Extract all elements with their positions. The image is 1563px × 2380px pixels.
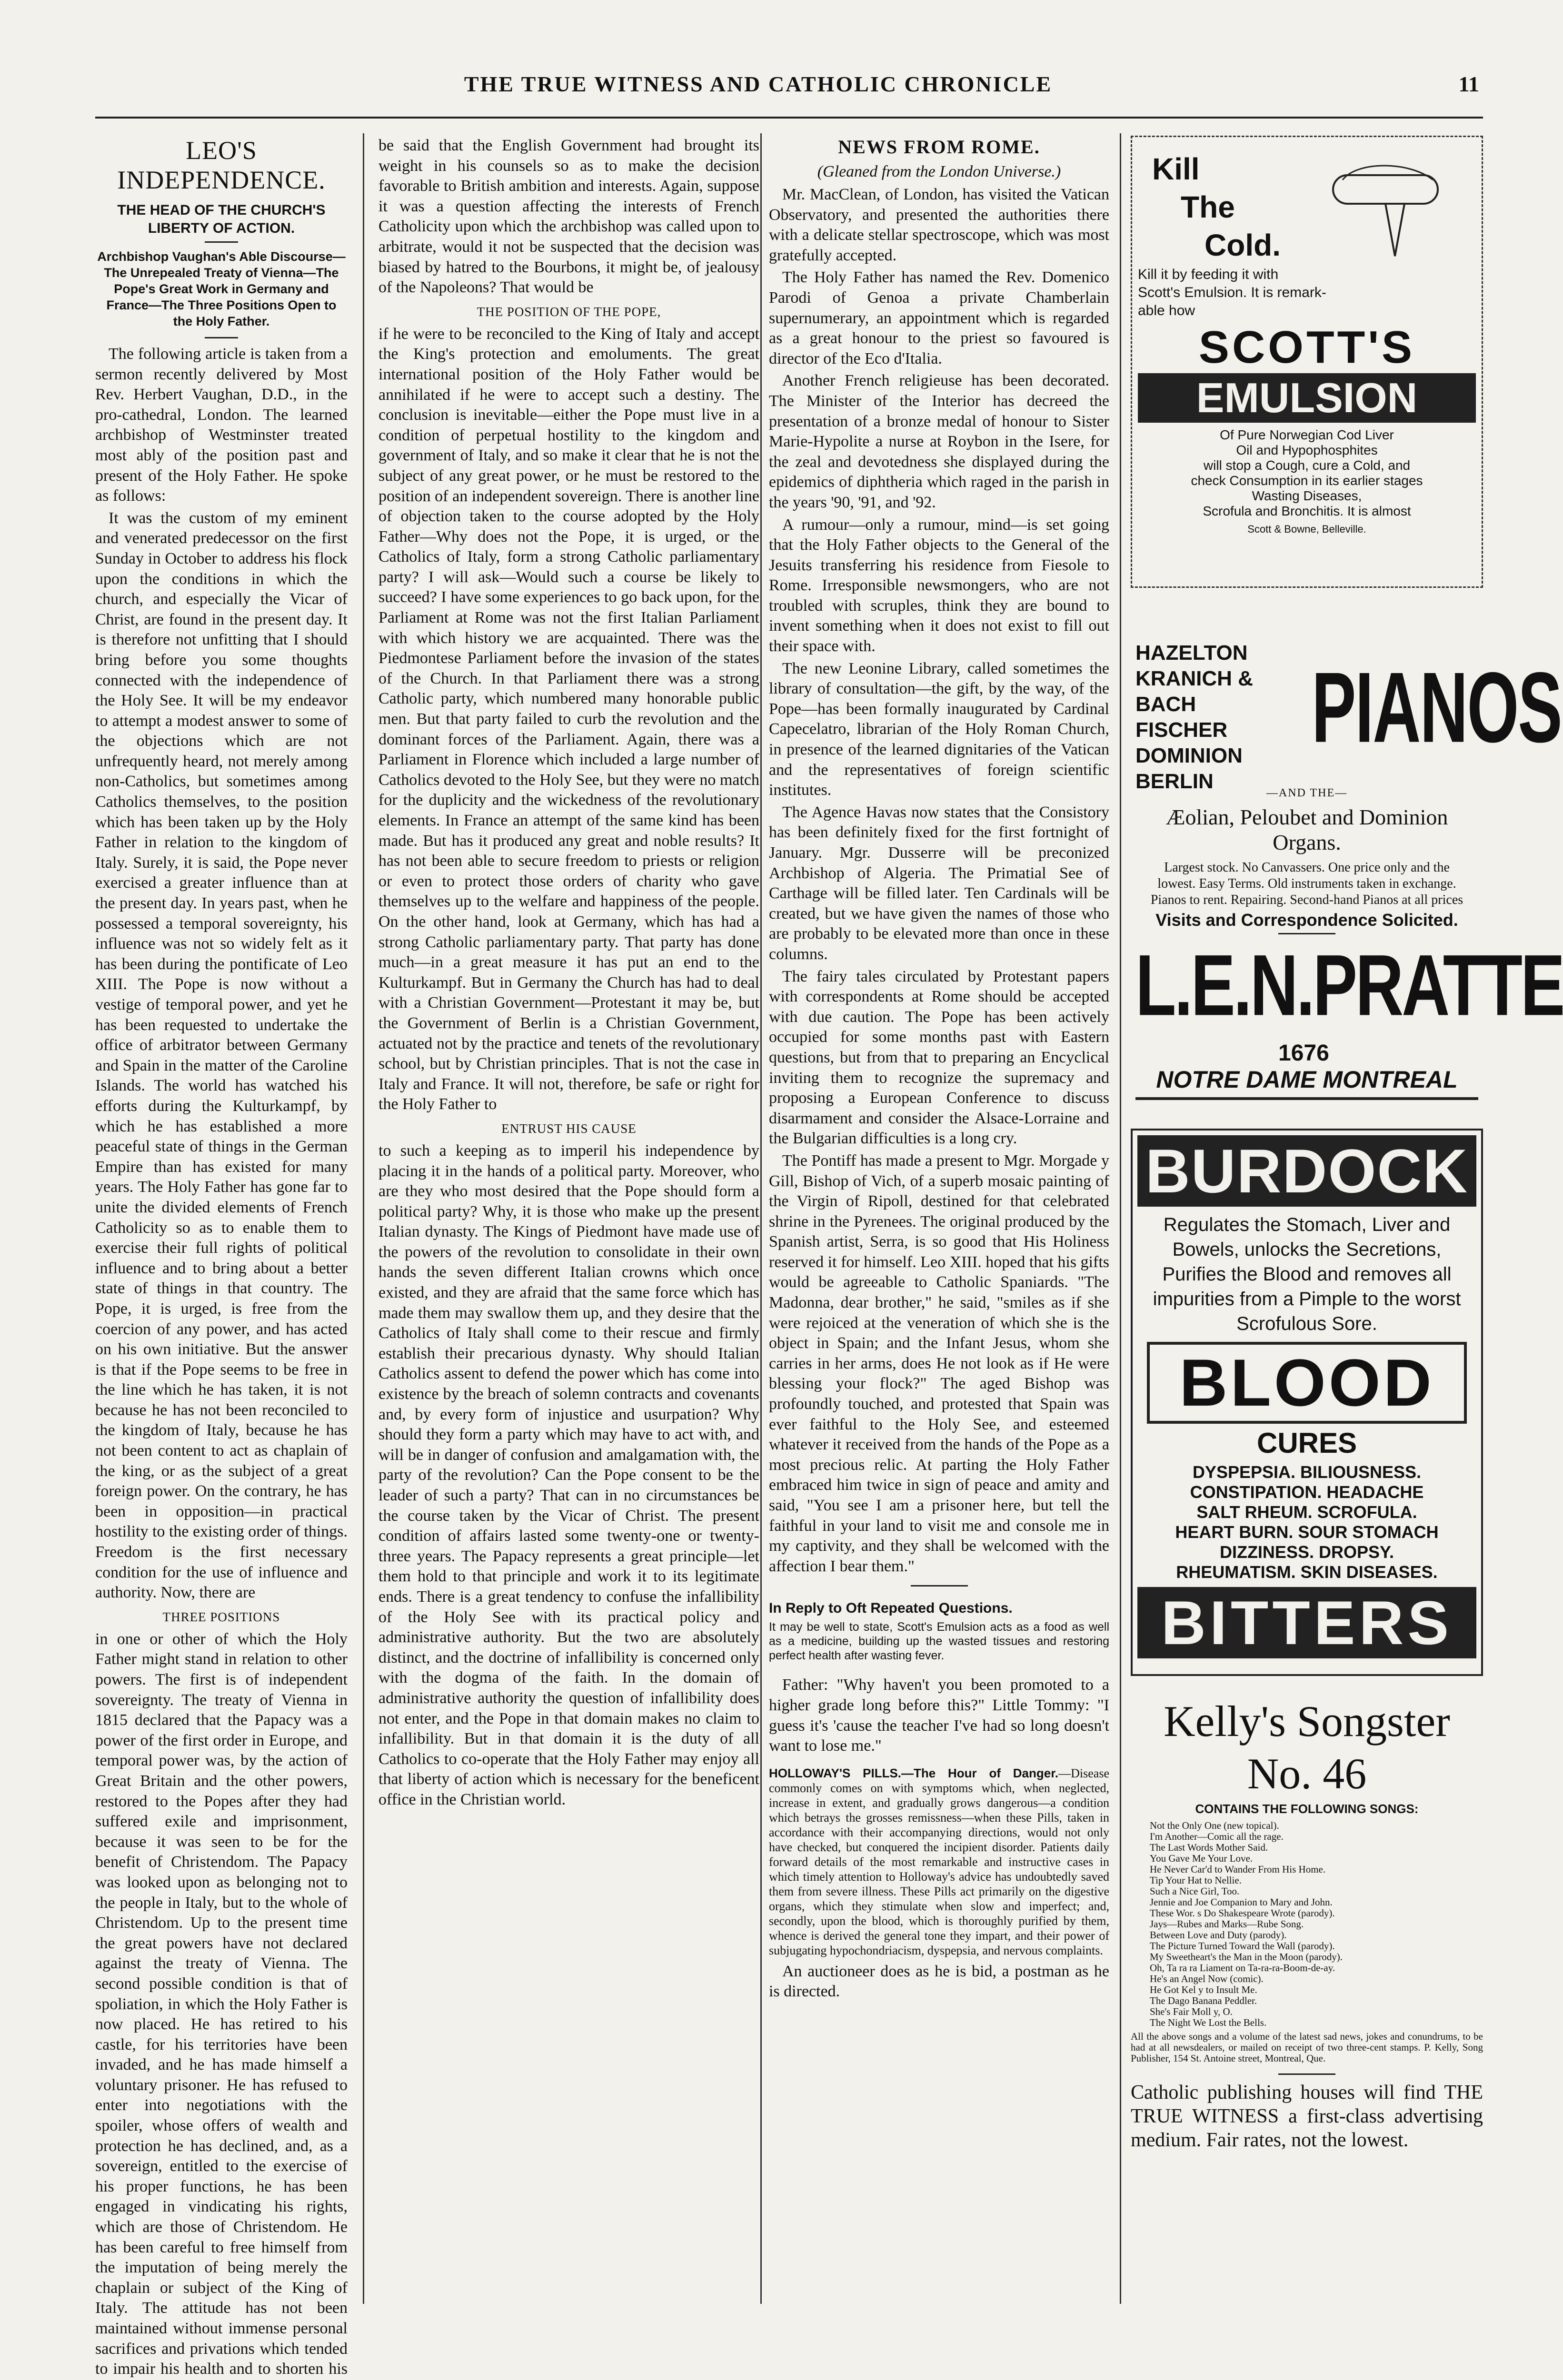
scott-desc-2: Oil and Hypophosphites xyxy=(1236,443,1378,457)
news-paragraph: Another French religieuse has been decorated. The Minister of the Interior has decreed the presentation of a bronze medal of honour to Sister Marie-Hypolite a nurse at Roybon in the Isere, for the zeal and devotedness she displayed during the epidemics of diphtheria which raged in the parish in the years '90, '91, and '92. xyxy=(769,372,1109,511)
song: Such a Nice Girl, Too. xyxy=(1150,1885,1240,1897)
paragraph: in one or other of which the Holy Father might stand in relation to other powers. The first is of independent sovereignty. The treaty of Vienna in 1815 declared that the Papacy was a power of the first order in Europe, and temporal power was, by the action of Great Britain and the other powers, restored to the Popes after they had suffered exile and imprisonment, because it was seen to be for the benefit of Christendom. The Papacy was looked upon as belonging not to the people in Italy, but to the whole of Christendom. Up to the present time the great powers have not declared against the treaty of Vienna. The second possible condition is that of spoliation, in which the Holy Father is now placed. He has retired to his castle, for his territories have been invaded, and he has made himself a voluntary prisoner. He has refused to enter into negotiations with the spoiler, whose offers of wealth and protection he has declined, and, as a sovereign, entitled to the exercise of his proper functions, he has been engaged in vindicating his rights, which are those of Christendom. He has been careful to free himself from the imputation of being merely the chaplain or subject of the King of Italy. The attitude has not been maintained without immense personal sacrifices and privations which tended to impair his health and to shorten his xyxy=(95,1630,348,2378)
scott-line-3: able how xyxy=(1138,303,1195,318)
song: He Got Kel y to Insult Me. xyxy=(1150,1984,1257,1995)
ailment: HEART BURN. SOUR STOMACH xyxy=(1175,1522,1439,1542)
pratte-street: NOTRE DAME MONTREAL xyxy=(1156,1066,1458,1093)
article-column-1 xyxy=(95,136,348,2378)
piano-makers xyxy=(1135,640,1307,794)
news-heading: NEWS FROM ROME. xyxy=(838,136,1040,158)
ailment: RHEUMATISM. SKIN DISEASES. xyxy=(1176,1562,1438,1582)
song: The Picture Turned Toward the Wall (parody). xyxy=(1150,1940,1335,1952)
ads-column xyxy=(1131,136,1563,2306)
song: My Sweetheart's the Man in the Moon (parody). xyxy=(1150,1951,1343,1963)
scott-desc-7: Scott & Bowne, Belleville. xyxy=(1247,523,1366,535)
song: Tip Your Hat to Nellie. xyxy=(1150,1874,1242,1886)
ailment: DYSPEPSIA. BILIOUSNESS. xyxy=(1192,1462,1422,1482)
scott-desc xyxy=(1138,427,1476,537)
holloway-ad xyxy=(769,1766,1109,1958)
article-subhead: THE HEAD OF THE CHURCH'S LIBERTY OF ACTION. xyxy=(117,202,326,236)
pratte-number: 1676 xyxy=(1278,1041,1329,1066)
masthead-rule xyxy=(95,117,1483,119)
rule xyxy=(1278,2073,1335,2075)
rule xyxy=(205,337,238,338)
scott-brand-2: EMULSION xyxy=(1138,373,1476,423)
scott-desc-5: Wasting Diseases, xyxy=(1252,488,1362,503)
holloway-lead: HOLLOWAY'S PILLS.—The Hour of Danger. xyxy=(769,1765,1059,1780)
maker-name: KRANICH & BACH xyxy=(1135,667,1253,716)
reply-text: It may be well to state, Scott's Emulsion acts as a food as well as a medicine, building up the wasted tissues and restoring perfect health after wasting fever. xyxy=(769,1620,1109,1663)
paragraph: The following article is taken from a sermon recently delivered by Most Rev. Herbert Vaughan, D.D., in the pro-cathedral, London. The learned archbishop of Westminster treated most ably of the position past and present of the Holy Father. He spoke as follows: xyxy=(95,345,348,505)
ailment: DIZZINESS. DROPSY. xyxy=(1219,1542,1394,1562)
song: Not the Only One (new topical). xyxy=(1150,1820,1279,1831)
rule xyxy=(205,241,238,243)
column-divider xyxy=(760,133,762,2304)
song: He's an Angel Now (comic). xyxy=(1150,1973,1264,1984)
song: Jays—Rubes and Marks—Rube Song. xyxy=(1150,1918,1304,1930)
scott-desc-1: Of Pure Norwegian Cod Liver xyxy=(1220,427,1394,442)
song: Oh, Ta ra ra Liament on Ta-ra-ra-Boom-de-ay. xyxy=(1150,1962,1335,1973)
song: He Never Car'd to Wander From His Home. xyxy=(1150,1864,1326,1875)
ailments-list xyxy=(1137,1462,1476,1582)
section-subhead: THREE POSITIONS xyxy=(162,1609,280,1624)
publishing-notice: Catholic publishing houses will find THE TRUE WITNESS a first-class advertising medium. Fair rates, not the lowest. xyxy=(1131,2082,1483,2151)
maker-name: DOMINION xyxy=(1135,744,1243,767)
news-paragraph: The fairy tales circulated by Protestant papers with correspondents at Rome should be accepted with due caution. The Pope has been actively occupied for some months past with Eastern questions, but from that to preparing an Encyclical inviting them to recognize the supremacy and proposing a European Conference to discuss disarmament and consider the Alsace-Lorraine and the Bulgarian difficulties is a long cry. xyxy=(769,967,1109,1148)
newspaper-title: THE TRUE WITNESS AND CATHOLIC CHRONICLE xyxy=(464,72,1053,96)
news-paragraph: A rumour—only a rumour, mind—is set going that the Holy Father objects to the General of the Jesuits transferring his residence from Fiesole to Rome. Irresponsible newsmongers, who are not troubled with scruples, think they are bound to invent something when it does not exist to fill out their space with. xyxy=(769,516,1109,655)
maker-name: FISCHER xyxy=(1135,718,1228,742)
auctioneer-line: An auctioneer does as he is bid, a postman as he is directed. xyxy=(769,1962,1109,2001)
article-deck: Archbishop Vaughan's Able Discourse—The Unrepealed Treaty of Vienna—The Pope's Great Work in Germany and France—The Three Positions Open to the Holy Father. xyxy=(97,249,346,328)
pianos-word: PIANOS xyxy=(1312,651,1562,764)
maker-name: BERLIN xyxy=(1135,770,1214,793)
section-subhead: ENTRUST HIS CAUSE xyxy=(501,1121,637,1136)
visits-line: Visits and Correspondence Solicited. xyxy=(1155,910,1458,930)
news-paragraph: The Agence Havas now states that the Consistory has been definitely fixed for the first fortnight of January. Mgr. Dusserre will be preconized Archbishop of Algeria. The Primatial See of Carthage will be filled later. Ten Cardinals will be created, but we have given the names of those who are probably to be elevated more than once in these columns. xyxy=(769,803,1109,963)
scott-line-2: Scott's Emulsion. It is remark- xyxy=(1138,285,1326,300)
article-headline: LEO'S INDEPENDENCE. xyxy=(117,136,326,194)
reply-heading: In Reply to Oft Repeated Questions. xyxy=(769,1600,1013,1616)
paragraph: It was the custom of my eminent and venerated predecessor on the first Sunday in October to address his flock upon the conditions in which the church, and especially the Vicar of Christ, are found in the present day. It is therefore not unfitting that I should bring before you some thoughts connected with the independence of the Holy See. It will be my endeavor to attempt a modest answer to some of the objections which are not unfrequently heard, not merely among non-Catholics, but sometimes among Catholics themselves, to the position which has been taken up by the Holy Father in relation to the kingdom of Italy. Surely, it is said, the Pope never exercised a greater influence than at the present day. In years past, when he possessed a temporal sovereignty, his influence was not so widely felt as it has been during the pontificate of Leo XIII. The Pope is now without a vestige of temporal power, and yet he has been requested to undertake the office of arbitrator between Germany and Spain in the matter of the Caroline Islands. The world has watched his efforts during the Kulturkampf, by which he has established a more peaceful state of things in the German Empire than has existed for many years. The Holy Father has gone far to unite the divided elements of French Catholicity so as to enable them to exercise their full rights of political influence and to bring about a better state of things in that country. The Pope, it is urged, is free from the coercion of any power, and has acted on his own initiative. But the answer is that if the Pope seems to be free in the line which he has taken, it is not because he has not been reconciled to the kingdom of Italy, because he has not been content to act as chaplain of the king, or as the subject of a great foreign power. On the contrary, he has been in opposition—in practical hostility to the existing order of things. Freedom is the first necessary condition for the use of influence and authority. Now, there are xyxy=(95,509,348,1602)
ad-kill: Kill xyxy=(1152,152,1200,186)
kelly-songster-ad xyxy=(1131,1695,1483,2152)
ailment: CONSTIPATION. HEADACHE xyxy=(1190,1482,1424,1502)
news-column xyxy=(769,136,1109,2306)
song-list xyxy=(1131,1820,1483,2028)
holloway-text: —Disease commonly comes on with symptoms which, when neglected, increase in extent, and gradually grows dangerous—a condition which betrays the grosses remissness—when these Pills, taken in accordance with their accompanying directions, would not only have checked, but conquered the incipient disorder. Patients daily forward details of the most remarkable and instructive cases in which timely attention to Holloway's advice has undoubtedly saved them from severe illness. These Pills act primarily on the digestive organs, which they stimulate when slow and imperfect; and, secondly, upon the blood, which is thoroughly purified by them, whence is derived the general tone they impart, and their power of subjugating hypochondriacism, dyspepsia, and nervous complaints. xyxy=(769,1766,1109,1957)
piano-body: Largest stock. No Canvassers. One price only and the lowest. Easy Terms. Old instruments taken in exchange. Pianos to rent. Repairing. Second-hand Pianos at all prices xyxy=(1150,860,1463,907)
burdock-title: BURDOCK xyxy=(1137,1135,1476,1207)
burdock-ad xyxy=(1131,1129,1483,1676)
song: I'm Another—Comic all the rage. xyxy=(1150,1831,1284,1842)
burdock-tagline: Regulates the Stomach, Liver and Bowels, unlocks the Secretions, Purifies the Blood and removes all impurities from a Pimple to the worst Scrofulous Sore. xyxy=(1153,1214,1461,1334)
rule xyxy=(911,1585,968,1587)
section-subhead: THE POSITION OF THE POPE, xyxy=(477,304,661,319)
news-source: (Gleaned from the London Universe.) xyxy=(817,163,1061,180)
and-the: —AND THE— xyxy=(1266,787,1348,799)
article-column-2 xyxy=(378,136,759,2306)
paragraph: be said that the English Government had brought its weight in his counsels so as to make the decision favorable to British ambition and interests. Again, suppose it was a question affecting the interests of French Catholicity upon which the archbishop was called upon to arbitrate, would it not be suspected that the decision was biased by hatred to the Bourbons, it might be, of jealousy of the Napoleons? That would be xyxy=(378,137,759,297)
news-paragraph: The new Leonine Library, called sometimes the library of consultation—the gift, by the way, of the Pope—has been formally inaugurated by Cardinal Capecelatro, librarian of the Holy Roman Church, in presence of the learned dignitaries of the Vatican and the representatives of foreign scientific institutes. xyxy=(769,659,1109,799)
maker-name: HAZELTON xyxy=(1135,641,1248,664)
song: She's Fair Moll y, O. xyxy=(1150,2006,1233,2017)
scott-desc-6: Scrofula and Bronchitis. It is almost xyxy=(1203,504,1411,518)
paragraph: to such a keeping as to imperil his independence by placing it in the hands of a political party. Moreover, who are they who most desired that the Pope should form a political party? Why, it is those who make up the present Italian dynasty. The Kings of Piedmont have made use of the powers of the revolution to consolidate in their own hands the seven different Italian crowns which once existed, and they are afraid that the same force which has made them may swallow them up, and they desire that the Catholics of Italy shall come to their rescue and firmly establish their precarious dynasty. Why should Italian Catholics assent to defend the power which has come into existence by the breach of solemn contracts and covenants and, by every form of injustice and usurpation? Why should they form a party which may have to act with, and will be in danger of confusion and amalgamation with, the party of the revolution? Can the Pope consent to be the leader of such a party? That can in no circumstances be the course taken by the Vicar of Christ. The present condition of affairs lasted some twenty-one or twenty-three years. The Papacy represents a great principle—let them hold to that principle and work it to its legitimate ends. There is a great tendency to confuse the infallibility of the Holy See with its practical policy and administrative authority. But the two are absolutely distinct, and the doctrine of infallibility is concerned only with the dogma of the faith. In the domain of administrative authority the question of infallibility does not enter, and the Pope in that domain makes no claim to infallibility. But in that domain it is the duty of all Catholics to co-operate that the Holy Father may enjoy all that liberty of action which is necessary for the beneficent office in the Christian world. xyxy=(378,1141,759,1808)
song: Between Love and Duty (parody). xyxy=(1150,1929,1287,1941)
ad-the: The xyxy=(1181,190,1235,224)
scott-emulsion-ad xyxy=(1131,136,1483,588)
news-paragraph: Mr. MacClean, of London, has visited the Vatican Observatory, and presented the authorities there with a delicate stellar spectroscope, which was most gratefully accepted. xyxy=(769,186,1109,264)
organs-line: Æolian, Peloubet and Dominion Organs. xyxy=(1165,805,1448,854)
news-paragraph: The Holy Father has named the Rev. Domenico Parodi of Genoa a private Chamberlain supernumerary, an appointment which is regarded as a great honour to the priest so favoured is director of the Eco d'Italia. xyxy=(769,268,1109,367)
song: These Wor. s Do Shakespeare Wrote (parody). xyxy=(1150,1907,1335,1919)
bitters-word: BITTERS xyxy=(1137,1587,1476,1658)
dagger-hand-icon xyxy=(1314,151,1466,261)
song: The Night We Lost the Bells. xyxy=(1150,2017,1267,2028)
masthead xyxy=(0,71,1516,121)
cures-word: CURES xyxy=(1256,1427,1357,1459)
column-divider xyxy=(363,133,364,2304)
kelly-footer: All the above songs and a volume of the latest sad news, jokes and conundrums, to be had at all newsdealers, or mailed on receipt of two three-cent stamps. P. Kelly, Song Publisher, 154 St. Antoine street, Montreal, Que. xyxy=(1131,2031,1483,2064)
paragraph: if he were to be reconciled to the King of Italy and accept the King's protection and emoluments. The great international position of the Holy Father would be annihilated if he were to accept such a destiny. The conclusion is inevitable—either the Pope must live in a condition of perpetual hostility to the kingdom and government of Italy, and so make it clear that he is not the subject of any great power, or he must be restored to the position of an independent sovereign. There is another line of objection taken to the course adopted by the Holy Father—Why does not the Pope, it is urged, or the Catholics of Italy, form a strong Catholic parliamentary party? I will ask—Would such a course be likely to succeed? I have some experiences to go back upon, for the Parliament at Rome was not the first Italian Parliament with which history we are acquainted. There was the Piedmontese Parliament before the invasion of the states of the Church. In that Parliament there was a strong Catholic party, which numbered many honorable public men. But that party failed to curb the revolution and the dominant forces of the Parliament. Again, there was a Parliament in Florence which included a large number of Catholics devoted to the Holy See, but they were no match for the duplicity and the wickedness of the revolutionary elements. In France an attempt of the same kind has been made. But has it produced any great and noble results? It has not been able to secure freedom to priests or religion or even to protect those orders of charity who gave themselves up to the welfare and happiness of the people. On the other hand, look at Germany, which has had a strong Catholic parliamentary party. That party has done much—in a great measure it has put an end to the Kulturkampf. But in Germany the Church has had to deal with a Christian Government—Protestant it may be, but the Government of Berlin is a Christian Government, actuated not by the practice and tenets of the revolutionary school, but by Christian principles. That is not the case in Italy and France. It will not, therefore, be safe or right for the Holy Father to xyxy=(378,325,759,1113)
kelly-contains: CONTAINS THE FOLLOWING SONGS: xyxy=(1195,1802,1419,1816)
song: The Dago Banana Peddler. xyxy=(1150,1995,1257,2006)
scott-desc-4: check Consumption in its earlier stages xyxy=(1191,473,1423,488)
blood-word: BLOOD xyxy=(1147,1342,1467,1424)
joke: Father: "Why haven't you been promoted to a higher grade long before this?" Little Tommy: "I guess it's 'cause the teacher I've had so long doesn't want to lose me." xyxy=(769,1676,1109,1755)
pratte-logo xyxy=(1135,936,1563,1100)
page-number: 11 xyxy=(1458,72,1479,96)
scott-line-1: Kill it by feeding it with xyxy=(1138,267,1279,282)
kelly-title: Kelly's Songster No. 46 xyxy=(1164,1697,1450,1798)
song: The Last Words Mother Said. xyxy=(1150,1842,1268,1853)
song: Jennie and Joe Companion to Mary and John. xyxy=(1150,1896,1333,1908)
scott-desc-3: will stop a Cough, cure a Cold, and xyxy=(1203,458,1411,473)
scott-brand-1: SCOTT'S xyxy=(1198,322,1415,373)
pratte-brand: L.E.N.PRATTE xyxy=(1135,936,1563,1034)
song: You Gave Me Your Love. xyxy=(1150,1853,1253,1864)
news-paragraph: The Pontiff has made a present to Mgr. Morgade y Gill, Bishop of Vich, of a superb mosaic painting of the Virgin of Ripoll, destined for that celebrated shrine in the Pyrenees. The original produced by the Spanish artist, Serra, is so good that His Holiness reserved it for himself. Leo XIII. hoped that his gifts would be agreeable to Catholic Spaniards. "The Madonna, dear brother," he said, "smiles as if she were rejoiced at the veneration of which she is the object in Spain; and the Infant Jesus, whom she carries in her arms, does He not look as if He were blessing your flock?" The aged Bishop was profoundly touched, and protested that Spain was ever faithful to the Holy See, and esteemed whatever it received from the hands of the Pope as a most precious relic. At parting the Holy Father embraced him twice in sign of peace and amity and said, "You see I am a prisoner here, but tell the faithful in your land to visit me and console me in my captivity, and they shall be welcomed with the affection I bear them." xyxy=(769,1151,1109,1575)
column-divider xyxy=(1120,133,1121,2304)
ailment: SALT RHEUM. SCROFULA. xyxy=(1196,1502,1417,1522)
ad-cold: Cold. xyxy=(1205,228,1281,262)
